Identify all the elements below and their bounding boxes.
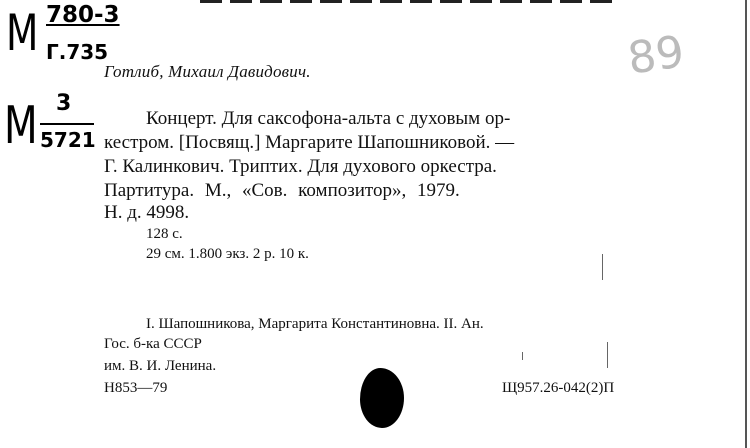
physical-description: 29 см. 1.800 экз. 2 р. 10 к. [146, 246, 309, 262]
shelfmark-1-bottom: Г.735 [46, 40, 109, 64]
body-line-4: Партитура. М., «Сов. композитор», 1979. [104, 180, 460, 201]
shelfmark-2-bottom: 5721 [40, 128, 96, 152]
shelfmark-2-rule [40, 123, 94, 125]
classification-code: Щ957.26-042(2)П [502, 380, 615, 396]
library-line-1: Гос. б-ка СССР [104, 336, 202, 352]
corner-note: 89 [624, 26, 688, 85]
author-heading: Готлиб, Михаил Давидович. [104, 62, 311, 81]
pages: 128 с. [146, 226, 183, 242]
library-line-2: им. В. И. Ленина. [104, 358, 217, 374]
stray-mark [607, 342, 608, 368]
tracing: I. Шапошникова, Маргарита Константиновна. II. Ан. [146, 316, 484, 332]
body-line-1: Концерт. Для саксофона-альта с духовым ор- [146, 108, 511, 129]
shelfmark-2-letter: М [4, 96, 38, 156]
stray-mark [602, 254, 603, 280]
shelfmark-1-letter: М [6, 4, 39, 62]
card-right-edge [745, 0, 747, 448]
ink-blot [360, 368, 404, 428]
card-number: Н853—79 [104, 380, 168, 396]
body-line-2: кестром. [Посвящ.] Маргарите Шапошниковой. — [104, 132, 515, 153]
stray-mark [522, 352, 523, 360]
shelfmark-1-top: 780-3 [46, 2, 120, 28]
body-line-5: Н. д. 4998. [104, 202, 190, 223]
body-line-3: Г. Калинкович. Триптих. Для духового оркестра. [104, 156, 497, 177]
card-top-edge [200, 0, 620, 3]
shelfmark-2-top: 3 [56, 91, 72, 116]
